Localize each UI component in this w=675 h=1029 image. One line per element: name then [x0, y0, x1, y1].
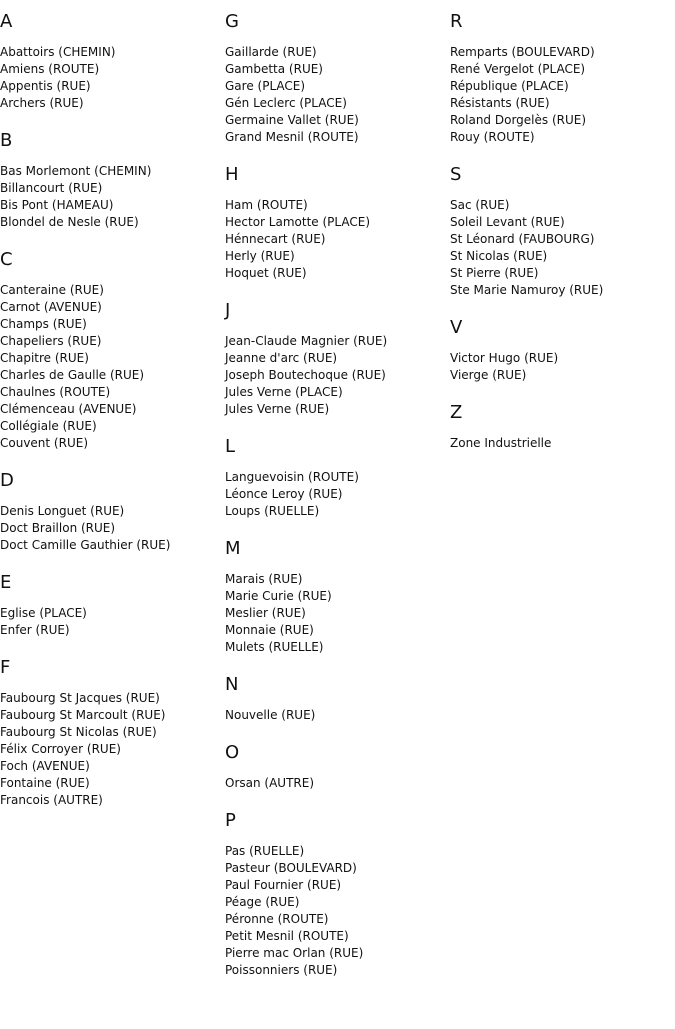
letter-group [0, 10, 220, 112]
street-list [0, 503, 220, 554]
letter-group [225, 10, 445, 146]
street-link[interactable]: Gaillarde (RUE) [225, 45, 317, 59]
letter-heading: F [0, 657, 11, 678]
letter-heading: A [0, 11, 13, 32]
letter-heading: G [225, 11, 239, 32]
street-link[interactable]: Vierge (RUE) [450, 368, 527, 382]
street-link[interactable]: Hénnecart (RUE) [225, 232, 326, 246]
street-link[interactable]: Chaulnes (ROUTE) [0, 385, 111, 399]
letter-heading: J [225, 300, 231, 321]
street-link[interactable]: Doct Camille Gauthier (RUE) [0, 538, 171, 552]
letter-heading: P [225, 810, 236, 831]
street-list [0, 605, 220, 639]
letter-group [225, 299, 445, 418]
street-list [225, 843, 445, 979]
street-list [0, 163, 220, 231]
street-list [450, 197, 670, 299]
street-link[interactable]: Zone Industrielle [450, 436, 552, 450]
street-link[interactable]: Enfer (RUE) [0, 623, 70, 637]
letter-group [225, 435, 445, 520]
street-link[interactable]: Résistants (RUE) [450, 96, 550, 110]
street-link[interactable]: Remparts (BOULEVARD) [450, 45, 595, 59]
street-link[interactable]: René Vergelot (PLACE) [450, 62, 586, 76]
street-link[interactable]: Canteraine (RUE) [0, 283, 104, 297]
street-link[interactable]: Herly (RUE) [225, 249, 295, 263]
street-link[interactable]: Doct Braillon (RUE) [0, 521, 116, 535]
street-link[interactable]: Jules Verne (PLACE) [225, 385, 343, 399]
letter-heading: E [0, 572, 12, 593]
letter-heading: H [225, 164, 239, 185]
letter-group [225, 537, 445, 656]
letter-group [0, 248, 220, 452]
street-link[interactable]: Champs (RUE) [0, 317, 87, 331]
letter-heading: S [450, 164, 462, 185]
letter-heading: O [225, 742, 240, 763]
street-link[interactable]: Eglise (PLACE) [0, 606, 87, 620]
letter-heading: D [0, 470, 14, 491]
letter-group [0, 656, 220, 809]
letter-group [225, 163, 445, 282]
street-list [0, 282, 220, 452]
street-list [225, 775, 445, 792]
street-link[interactable]: Appentis (RUE) [0, 79, 91, 93]
street-link[interactable]: République (PLACE) [450, 79, 569, 93]
letter-heading: Z [450, 402, 463, 423]
street-link[interactable]: Collégiale (RUE) [0, 419, 97, 433]
letter-heading: N [225, 674, 239, 695]
street-link[interactable]: Pasteur (BOULEVARD) [225, 861, 357, 875]
street-list [225, 469, 445, 520]
street-link[interactable]: Meslier (RUE) [225, 606, 306, 620]
street-link[interactable]: Monnaie (RUE) [225, 623, 314, 637]
index-column [0, 10, 220, 826]
street-link[interactable]: Blondel de Nesle (RUE) [0, 215, 139, 229]
street-link[interactable]: Francois (AUTRE) [0, 793, 103, 807]
street-link[interactable]: Chapitre (RUE) [0, 351, 89, 365]
letter-group [225, 673, 445, 724]
street-link[interactable]: Couvent (RUE) [0, 436, 89, 450]
street-link[interactable]: Loups (RUELLE) [225, 504, 320, 518]
street-link[interactable]: Ste Marie Namuroy (RUE) [450, 283, 604, 297]
street-link[interactable]: Germaine Vallet (RUE) [225, 113, 359, 127]
letter-heading: L [225, 436, 236, 457]
street-link[interactable]: Marie Curie (RUE) [225, 589, 332, 603]
letter-heading: B [0, 130, 13, 151]
street-link[interactable]: Abattoirs (CHEMIN) [0, 45, 116, 59]
street-link[interactable]: Hoquet (RUE) [225, 266, 307, 280]
street-link[interactable]: Faubourg St Marcoult (RUE) [0, 708, 166, 722]
street-link[interactable]: Pas (RUELLE) [225, 844, 305, 858]
letter-group [450, 316, 670, 384]
street-link[interactable]: Péronne (ROUTE) [225, 912, 329, 926]
street-link[interactable]: Pierre mac Orlan (RUE) [225, 946, 364, 960]
street-link[interactable]: Charles de Gaulle (RUE) [0, 368, 145, 382]
street-link[interactable]: Hector Lamotte (PLACE) [225, 215, 370, 229]
street-link[interactable]: Grand Mesnil (ROUTE) [225, 130, 359, 144]
letter-group [450, 401, 670, 452]
street-list [0, 44, 220, 112]
letter-group [450, 163, 670, 299]
letter-group [0, 571, 220, 639]
street-list [225, 571, 445, 656]
street-link[interactable]: Joseph Boutechoque (RUE) [225, 368, 386, 382]
street-list [225, 707, 445, 724]
street-link[interactable]: Faubourg St Jacques (RUE) [0, 691, 160, 705]
street-link[interactable]: St Léonard (FAUBOURG) [450, 232, 595, 246]
street-link[interactable]: Jean-Claude Magnier (RUE) [225, 334, 388, 348]
letter-heading: M [225, 538, 241, 559]
street-link[interactable]: Ham (ROUTE) [225, 198, 308, 212]
letter-heading: R [450, 11, 463, 32]
street-link[interactable]: St Pierre (RUE) [450, 266, 539, 280]
street-link[interactable]: Péage (RUE) [225, 895, 300, 909]
street-list [225, 44, 445, 146]
street-link[interactable]: Archers (RUE) [0, 96, 84, 110]
letter-group [225, 741, 445, 792]
letter-group [0, 469, 220, 554]
letter-group [450, 10, 670, 146]
street-link[interactable]: Félix Corroyer (RUE) [0, 742, 121, 756]
street-link[interactable]: St Nicolas (RUE) [450, 249, 548, 263]
letter-group [0, 129, 220, 231]
index-column [450, 10, 670, 469]
letter-heading: V [450, 317, 463, 338]
index-column [225, 10, 445, 996]
street-link[interactable]: Orsan (AUTRE) [225, 776, 315, 790]
street-list [0, 690, 220, 809]
street-link[interactable]: Jeanne d'arc (RUE) [225, 351, 338, 365]
street-list [450, 435, 670, 452]
street-link[interactable]: Fontaine (RUE) [0, 776, 90, 790]
letter-heading: C [0, 249, 13, 270]
street-link[interactable]: Petit Mesnil (ROUTE) [225, 929, 349, 943]
street-list [225, 197, 445, 282]
street-link[interactable]: Marais (RUE) [225, 572, 303, 586]
street-link[interactable]: Gambetta (RUE) [225, 62, 323, 76]
street-list [225, 333, 445, 418]
street-link[interactable]: Carnot (AVENUE) [0, 300, 102, 314]
street-link[interactable]: Amiens (ROUTE) [0, 62, 100, 76]
street-link[interactable]: Victor Hugo (RUE) [450, 351, 559, 365]
street-link[interactable]: Paul Fournier (RUE) [225, 878, 342, 892]
street-link[interactable]: Faubourg St Nicolas (RUE) [0, 725, 157, 739]
letter-group [225, 809, 445, 979]
street-link[interactable]: Rouy (ROUTE) [450, 130, 535, 144]
street-link[interactable]: Léonce Leroy (RUE) [225, 487, 343, 501]
street-list [450, 44, 670, 146]
street-link[interactable]: Languevoisin (ROUTE) [225, 470, 359, 484]
street-link[interactable]: Billancourt (RUE) [0, 181, 103, 195]
street-link[interactable]: Sac (RUE) [450, 198, 510, 212]
street-link[interactable]: Bis Pont (HAMEAU) [0, 198, 114, 212]
street-link[interactable]: Gén Leclerc (PLACE) [225, 96, 347, 110]
street-link[interactable]: Soleil Levant (RUE) [450, 215, 565, 229]
street-link[interactable]: Poissonniers (RUE) [225, 963, 338, 977]
street-link[interactable]: Foch (AVENUE) [0, 759, 90, 773]
street-link[interactable]: Nouvelle (RUE) [225, 708, 316, 722]
street-link[interactable]: Mulets (RUELLE) [225, 640, 324, 654]
street-link[interactable]: Denis Longuet (RUE) [0, 504, 125, 518]
street-link[interactable]: Jules Verne (RUE) [225, 402, 330, 416]
street-link[interactable]: Clémenceau (AVENUE) [0, 402, 137, 416]
street-link[interactable]: Roland Dorgelès (RUE) [450, 113, 587, 127]
street-link[interactable]: Chapeliers (RUE) [0, 334, 102, 348]
street-list [450, 350, 670, 384]
street-link[interactable]: Gare (PLACE) [225, 79, 306, 93]
street-link[interactable]: Bas Morlemont (CHEMIN) [0, 164, 152, 178]
